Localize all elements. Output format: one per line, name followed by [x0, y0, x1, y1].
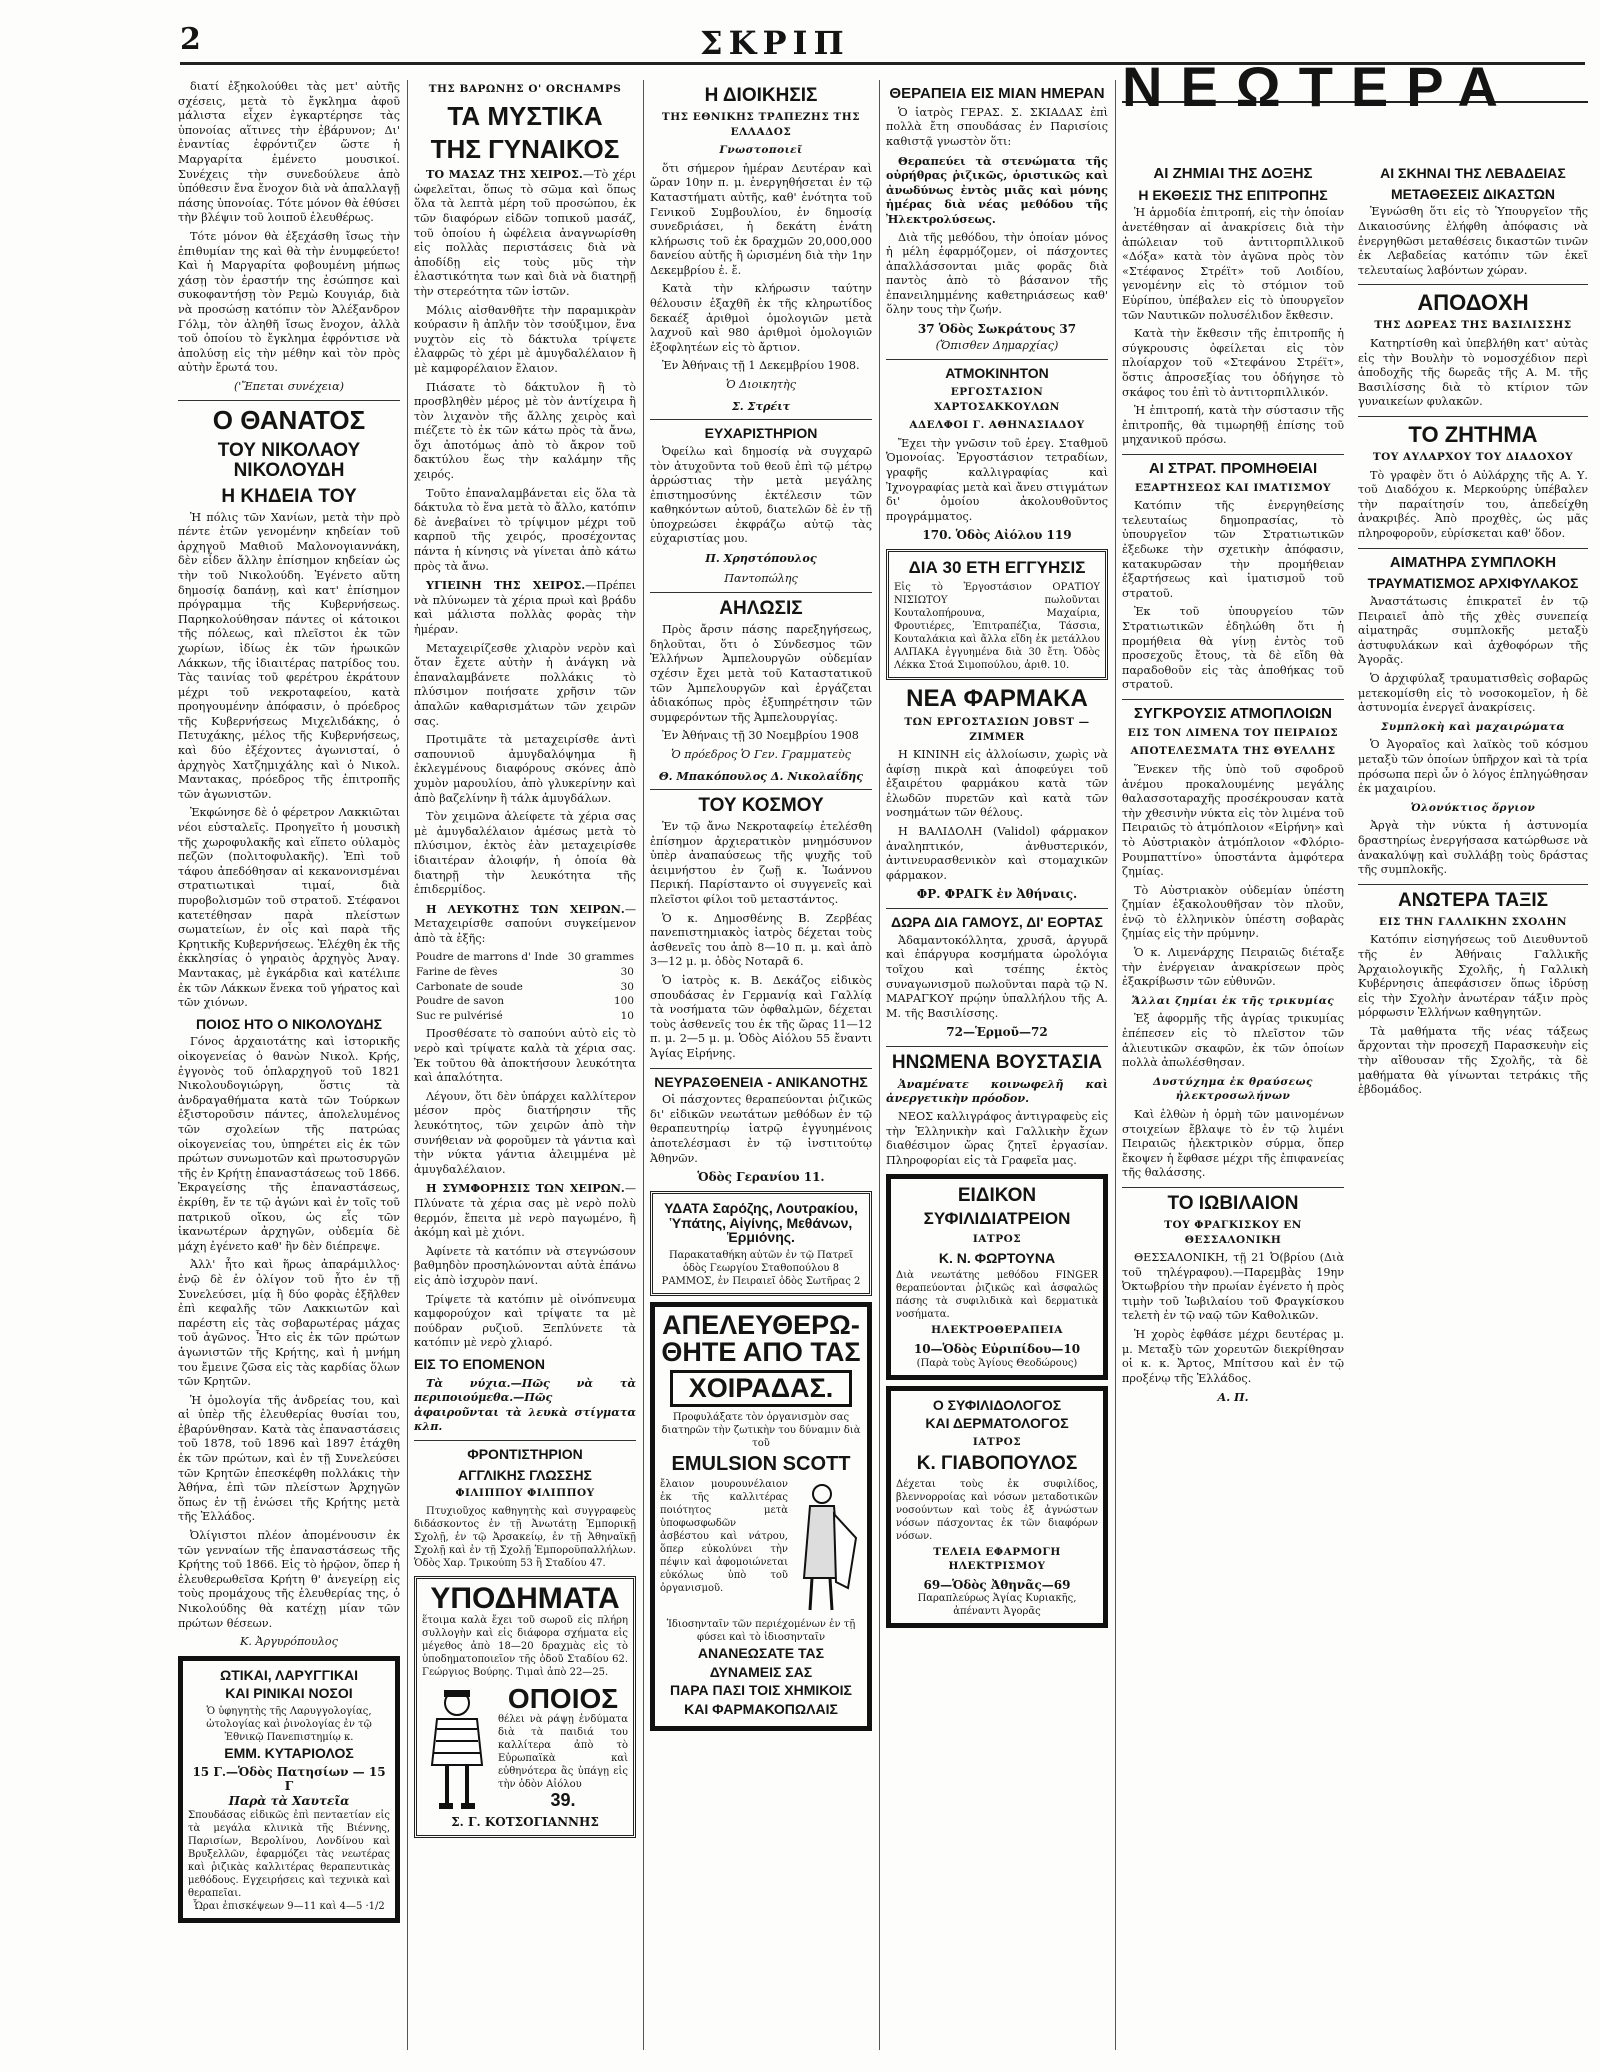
article-paragraph: Κατὰ τὴν κλήρωσιν ταύτην θέλουσιν ἐξαχθῆ ἐκ τῆς κληρωτίδος δεκαέξ ἀριθμοὶ ὁμολογιῶν μετὰ λαχνοῦ καὶ 980 ἀριθμοὶ ὁμολογιῶν ἐξοφλητέων εἰς τὸ ἄρτιον. — [650, 282, 872, 354]
headline-nikoloudis: ΤΟΥ ΝΙΚΟΛΑΟΥ ΝΙΚΟΛΟΥΔΗ — [217, 439, 361, 481]
article-paragraph: Ἀδαμαντοκόλλητα, χρυσᾶ, ἀργυρᾶ καὶ ἐπάργυρα κοσμήματα ὡρολόγια τοῖχου καὶ τσέπης ἐκτὸς συναγωνισμοῦ πωλοῦνται παρὰ τῷ Ν. ΜΑΡΑΓΚΟΥ πρῴην ὑπαλλήλου τῆς Α. Μ. τῆς Βασιλίσσης. — [886, 933, 1108, 1020]
article-paragraph: Τὸ χέρι ὠφελεῖται, ὅπως τὸ σῶμα καὶ ὅπως ὅλα τὰ λεπτὰ μέρη τοῦ προσώπου, ἐκ τῶν διαφόρων εἰδῶν τοπικοῦ μασάζ, τοῦ ὁποίου ἡ ὠφέλεια ἀναγνωρίσθη εἰς πολλὰς περιστάσεις διὰ νὰ ἀποδίδῃ εἰς τοὺς μῦς τὴν ἐλαστικότητα των καὶ διὰ νὰ διατηρῇ τὴν στερεότητα τῶν ἱστῶν. — [414, 168, 636, 298]
article-paragraph: Ἕνεκεν τῆς ὑπὸ τοῦ σφοδροῦ ἀνέμου προκαλουμένης μεγάλης θαλασσοταραχῆς προσέκρουσαν κατὰ τὴν χθεσινὴν νύκτα εἰς τὸν λιμένα τοῦ Πειραιῶς τὸ ἀτμόπλοιον «Εἰρήνη» καὶ τὸ Αὐστριακὸν ἀτμόπλοιον «Φλόριο-Ρουμπαττίνο» ὑποστάντα ἀμφότερα ζημίας. — [1122, 762, 1344, 879]
article-paragraph: Γόνος ἀρχαιοτάτης καὶ ἱστορικῆς οἰκογενείας ὁ θανὼν Νικολ. Κρής, ἐγγονὸς τοῦ ὁπλαρχηγοῦ τοῦ 1821 Νικολουδογιώργη, ὅστις τὰ ἀνδραγαθήματα κατὰ τῶν Τούρκων ἐξιστοροῦσιν πάντες, ἀπολελυμένος τῶν σχολείων τῆς πατρώας οἰκογενείας του, ὑπηρέτει εἰς ἐκ τῶν πρώτων συνωμοτῶν καὶ πρωτοσυργῶν τῆς ἐν Κρήτῃ ἐπαναστάσεως τοῦ 1866. Ἐκραγείσης τῆς ἐπαναστάσεως, ἐκρίθη, ἔν τε τῷ ἀγώνι καὶ ἐν τοῖς τοῦ πατρικοῦ οἴκου, ὡς εἷς τῶν ἱκανωτέρων ἀρχηγῶν, οὐδεμία δὲ μάχη ἐγένετο καθ' ἣν δὲν διέπρεψε. — [178, 1035, 400, 1253]
article-paragraph: Ἡ πόλις τῶν Χανίων, μετὰ τὴν πρὸ πέντε ἐτῶν γενομένην κηδείαν τοῦ ἀρχηγοῦ Μαθιοῦ Μαλονογιαννάκη, δὲν εἶδεν ἄλλην ἐπίσημον κηδείαν ὡς τὴν τοῦ Νικολούδη. Ἐγένετο αὕτη δημοσίᾳ δαπάνῃ, καὶ κατ' ἐπίσημον πρόγραμμα τῆς Κυβερνήσεως. Παρηκολούθησαν πάντες οἱ κάτοικοι τῆς πόλεως, καὶ πλεῖστοι ἐκ τῶν χωρίων, ἰδίως ἐκ τῶν ἡρωικῶν Λάκκων, τῆς ἰδιαιτέρας πατρίδος του. Τὰς ταινίας τοῦ φερέτρου ἐκράτουν μέχρι τοῦ νεκροταφείου, κατὰ προηγουμένην ἀπόφασιν, ὁ πρόεδρος τῆς Κυβερνήσεως Μιχελιδάκης, ὁ Πετυχάκης, μέλος τῆς Κυβερνήσεως, καὶ δύο ἐξέχοντες ἀγωνισταί, ὁ ἀρχηγὸς Χατζημιχάλης καὶ ὁ Νικολ. Μαντακας, πρόεδρος τῆς ἐπιτροπῆς τῶν ἀγωνιστῶν. — [178, 510, 400, 801]
article-paragraph: Η ΒΑΛΙΔΟΛΗ (Validol) φάρμακον ἀναληπτικόν, ἀνθυστερικόν, ἀντινευρασθενικὸν καὶ στομαχικῶν φάρμακον. — [886, 825, 1108, 882]
divider — [178, 400, 400, 401]
column-2: ΤΗΣ ΒΑΡΩΝΗΣ Ο' ORCHAMPS ΤΑ ΜΥΣΤΙΚΑ ΤΗΣ ΓΥΝΑΙΚΟΣ ΤΟ ΜΑΣΑΖ ΤΗΣ ΧΕΙΡΟΣ.—Τὸ χέρι ὠφελεῖται, ὅπως τὸ σῶμα καὶ ὅπως ὅλα τὰ λεπτὰ μέρη τοῦ προσώπου, ἐκ τῶν διαφόρων εἰδῶν τοπικοῦ μασάζ, τοῦ ὁποίου ἡ ὠφέλεια ἀναγνωρίσθη εἰς πολλὰς περιστάσεις διὰ νὰ ἀποδίδῃ εἰς τοὺς μῦς τὴν ἐλαστικότητα των καὶ διὰ νὰ διατηρῇ τὴν στερεότητα τῶν ἱστῶν. Μόλις αἰσθανθῆτε τὴν παραμικρὰν κούρασιν ἢ ἀπλῆν τὸν τσούξιμον, ἕνα νυχτὸν εἰς τὸ δάκτυλα τρίψετε ἐλαφρῶς τὸ χέρι μὲ ἀμυγδαλέλαιον ἢ μὲ καμφορέλαιον ἔλαιον. Πιάσατε τὸ δάκτυλον ἢ τὸ προσβληθὲν μέρος μὲ τὸν ἀντίχειρα ἢ τὸν λιχανὸν τῆς ἄλλης χειρὸς καὶ πιέζετε τὸ ἐκ τῶν κάτω πρὸς τὰ ἄνω, ὄχι ἀποτόμως ἀπὸ τὸ ἄκρον τοῦ δακτύλου ἕως τὴν καλάμην τῆς χειρός. Τοῦτο ἐπαναλαμβάνεται εἰς ὅλα τὰ δάκτυλα τὸ ἕνα μετὰ τὸ ἄλλο, κατόπιν δὲ ἀνεβαίνει τὸ τρίψιμον μέχρι τοῦ καρποῦ τῆς χειρός, προσέχοντας πάντα ἡ κίνησις νὰ γίνεται ἀπὸ κάτω πρὸς τὰ ἄνω. ΥΓΙΕΙΝΗ ΤΗΣ ΧΕΙΡΟΣ.—Πρέπει νὰ πλύνωμεν τὰ χέρια πρωὶ καὶ βράδυ καὶ μάλιστα πολλὰς φορὰς τὴν ἡμέραν. Μεταχειρίζεσθε χλιαρὸν νερὸν καὶ ὄταν ἔχετε αὐτὴν ἡ ἀνάγκη νὰ ἐπαναλαμβάνετε πολλάκις τὸ πλύσιμον ποιήσατε χρῆσιν τῶν ἀπαλῶν καθαρισμάτων τῶν χειρῶν σας. Προτιμᾶτε τὰ μεταχειρίσθε ἀντὶ σαπουνιοῦ ἀμυγδαλόψημα ἢ ἐκλεγμένους διαφόρους σκόνες ἀπὸ χυμὸν μαρουλίου, ἀπὸ γλυκερίνην καὶ ἀπὸ βαζελίνην ἢ τάλκ ἀμυγδάλων. Τὸν χειμῶνα ἀλείφετε τὰ χέρια σας μὲ ἀμυγδαλέλαιον ἀμέσως μετὰ τὸ πλύσιμον, ἐκτὸς ἐὰν μεταχειρίσθε ἰδιαιτέραν ἀλοιφήν, ἡ ὁποία θὰ διατηρῇ τὴν λευκότητα τῆς ἐπιδερμίδος. Η ΛΕΥΚΟΤΗΣ ΤΩΝ ΧΕΙΡΩΝ.—Μεταχειρίσθε σαπούνι συγκείμενον ἀπὸ τὰ ἑξῆς: Poudre de marrons d' Inde 30 grammes Farine de fèves 30 Carbonate de soude 30 Poudre de savon 100 Suc re pulvérisé 10 Προσθέσατε τὸ σαπούνι αὐτὸ εἰς τὸ νερὸ καὶ τρίψατε καλὰ τὰ χέρια σας. Ἐκ τοῦτου θὰ ἀποκτήσουν λευκότητα καὶ ἁπαλότητα. Λέγουν, ὅτι δὲν ὑπάρχει καλλίτερον μέσον πρὸς διατήρησιν τῆς λευκότητος, τῶν χειρῶν ἀπὸ τὴν συνήθειαν νὰ φοροῦμεν τὰ γάντια καὶ τὴν νύκτα γάντια ἀλειμμένα μὲ ἀμυγδαλέλαιον. Η ΣΥΜΦΟΡΗΣΙΣ ΤΩΝ ΧΕΙΡΩΝ.—Πλύνατε τὰ χέρια σας μὲ νερὸ πολὺ θερμόν, ἔπειτα μὲ νερὸ παγωμένο, ἢ ἀκόμη καὶ μὲ χιόνι. Ἀφίνετε τὰ κατόπιν νὰ στεγνώσουν βαθμηδὸν προσηλώνονται αὐτὰ ἐπάνω εἰς ἀπὸ ἰσχυρὸν πανί. Τρίψετε τὰ κατόπιν μὲ οἰνόπνευμα καμφορούχον καὶ τρίψατε τα μὲ πούδραν ρυζιοῦ. Ξεπλύνετε τὰ κατόπιν μὲ νερὸ χλιαρό. ΕΙΣ ΤΟ ΕΠΟΜΕΝΟΝ Τὰ νύχια.—Πῶς νὰ τὰ περιποιούμεθα.—Πῶς ἀφαιροῦνται τὰ λευκὰ στίγματα κλπ. ΦΡΟΝΤΙΣΤΗΡΙΟΝ ΑΓΓΛΙΚΗΣ ΓΛΩΣΣΗΣ ΦΙΛΙΠΠΟΥ ΦΙΛΙΠΠΟΥ Πτυχιοῦχος καθηγητὴς καὶ συγγραφεὺς διδάσκοντος ἐν τῇ Ἀνωτάτῃ Ἐμπορικῇ Σχολῇ, ἐν τῷ Ἀρσακείῳ, ἐν τῇ Ἀθηναϊκῇ Σχολῇ καὶ ἐν τῇ Σχολῇ Ἐμποροϋπαλλήλων. Ὁδὸς Χαρ. Τρικούπη 53 ἢ Σταδίου 47. ΥΠΟΔΗΜΑΤΑ ἕτοιμα καλὰ ἔχει τοῦ σωροῦ εἰς πλήρη συλλογὴν καὶ εἰς διάφορα σχήματα εἰς μέγεθος ἀπὸ 18—20 δραχμὰς εἰς τὸ ὑποδηματοποιεῖον τῆς ὁδοῦ Σταδίου 62. Γεώργιος Βούρης. Τιμαὶ ἀπὸ 22—25. ΟΠΟΙΟΣ θέλει νὰ ράψῃ ἐνδύματα διὰ τὰ παιδιά του καλλίτερα ἀπὸ τὸ Εὐρωπαϊκὰ καὶ εὐθηνότερα ἂς ὑπάγῃ εἰς τὴν ὁδὸν Αἰόλου 39. Σ. Γ. ΚΟΤΣΟΓΙΑΝΝΗΣ — [414, 80, 636, 2055]
article-paragraph: Κατηρτίσθη καὶ ὑπεβλήθη κατ' αὐτὰς εἰς τὴν Βουλὴν τὸ νομοσχέδιον περὶ ἀποδοχῆς τῆς δωρεᾶς τῆς Α. Μ. τῆς Βασιλίσσης διὰ τὸ κτίριον τῶν γυναικείων φυλακῶν. — [1358, 337, 1588, 409]
ad-ent-doctor — [178, 1656, 400, 1923]
scott-intro: Προφυλάξατε τὸν ὀργανισμὸν σας διατηρῶν τὴν ζωτικὴν του δύναμιν διὰ τοῦ — [661, 1411, 861, 1449]
recipe-table — [414, 950, 636, 1023]
newspaper-title: ΣΚΡΙΠ — [700, 24, 850, 62]
article-paragraph: Η ΚΙΝΙΝΗ εἰς ἀλλοίωσιν, χωρὶς νὰ ἀφίσῃ πικρὰ καὶ ἀποφεύγει τοῦ ἐξαιρέτου φαρμάκου κατὰ τῶν ἑλωδῶν πυρετῶν καὶ κατὰ τῶν νοσημάτων τῶν θέλους. — [886, 748, 1108, 820]
section-title: Ὁλονύκτιος ὄργιον — [1410, 801, 1536, 814]
article-paragraph: Ὁ κ. Λιμενάρχης Πειραιῶς διέταξε τὴν ἐνέργειαν ἀνακρίσεων πρὸς ἐξακρίβωσιν τῶν εὐθυνῶν. — [1122, 946, 1344, 989]
bank-date: Ἐν Ἀθήναις τῇ 1 Δεκεμβρίου 1908. — [662, 359, 860, 373]
scott-big-line: ΧΟΙΡΑΔΑΣ. — [670, 1370, 852, 1407]
article-paragraph: Ὀλίγιστοι πλέον ἀπομένουσιν ἐκ τῶν γενναίων τῆς ἐπαναστάσεως τῆς Κρήτης τοῦ 1866. Εἰς τὸ ἡρῷον, ὅπερ ἡ ἐλευθερωθεῖσα Κρήτη θ' ἀνεγείρῃ εἰς τοὺς προμάχους τῆς ἐλευθερίας της, ὁ Νικολούδης θὰ κατέχῃ μίαν τῶν πρώτων θέσεων. — [178, 1529, 400, 1630]
article-paragraph: Λέγουν, ὅτι δὲν ὑπάρχει καλλίτερον μέσον πρὸς διατήρησιν τῆς λευκότητος, τῶν χειρῶν ἀπὸ τὴν συνήθειαν νὰ φοροῦμεν τὰ γάντια καὶ τὴν νύκτα γάντια ἀλειμμένα μὲ ἀμυγδαλέλαιον. — [414, 1089, 636, 1176]
tutor-headline: ΦΡΟΝΤΙΣΤΗΡΙΟΝ — [467, 1445, 583, 1462]
column-divider — [1115, 80, 1116, 2050]
divider — [650, 592, 872, 593]
table-row — [414, 994, 636, 1009]
article-paragraph: Ἀλλ' ἦτο καὶ ἥρως ἀπαράμιλλος· ἐνῷ δὲ ἐν ὀλίγον τοῦ ἦτο ἐν τῇ Συνελεύσει, μίᾳ ἢ δύο φορὰς ἐξῆλθεν ἐπὶ κεφαλῆς τῶν Λακκιωτῶν καὶ παρέστη εἰς τὰς σοβαρωτέρας μάχας τοῦ ἀγῶνος. Ἦτο εἰς ἐκ τῶν πρώτων ἀγωνιστῶν τῆς Κρήτης, καὶ ἡ μνήμη του ἔμεινε ζῶσα εἰς τὰς καρδίας ὅλων τῶν Κρητῶν. — [178, 1258, 400, 1389]
article-paragraph: Μεταχειρίζεσθε χλιαρὸν νερὸν καὶ ὄταν ἔχετε αὐτὴν ἡ ἀνάγκη νὰ ἐπαναλαμβάνετε πολλάκις τὸ πλύσιμον ποιήσατε χρῆσιν τῶν ἀπαλῶν καθαρισμάτων τῶν χειρῶν σας. — [414, 641, 636, 728]
divider — [1358, 284, 1588, 285]
table-row — [414, 980, 636, 995]
table-row — [414, 965, 636, 980]
scott-body-2: Ἰδιοσηνταῖν τῶν περιέχομένων ἐν τῇ φύσει καὶ τὸ ἰδιοσηνταῖν — [666, 1618, 856, 1643]
scott-slogan: ΔΥΝΑΜΕΙΣ ΣΑΣ — [709, 1663, 813, 1680]
section-title: Ἄλλαι ζημίαι ἐκ τῆς τρικυμίας — [1131, 994, 1335, 1007]
column-4 — [886, 80, 1108, 2055]
scott-big-line: ΘΗΤΕ ΑΠΟ ΤΑΣ — [661, 1336, 861, 1367]
article-paragraph: Θεραπεύει τὰ στενώματα τῆς οὐρήθρας ῥιζικῶς, ὁριστικῶς καὶ ἀνωδύνως ἐντὸς μιᾶς καὶ μόνης ἡμέρας διὰ νέας μεθόδου τῆς Ἠλεκτρολύσεως. — [886, 153, 1108, 226]
notice-date: Ἐν Ἀθήναις τῇ 30 Νοεμβρίου 1908 — [662, 729, 859, 743]
child-figure-icon — [422, 1685, 492, 1815]
kicker: ΤΗΣ ΒΑΡΩΝΗΣ Ο' ORCHAMPS — [428, 83, 622, 95]
ad-doctor-name: ΕΜΜ. ΚΥΤΑΡΙΟΛΟΣ — [224, 1745, 354, 1762]
headline-transfers: ΜΕΤΑΘΕΣΕΙΣ ΔΙΚΑΣΤΩΝ — [1390, 185, 1556, 202]
article-paragraph: Οἱ πάσχοντες θεραπεύονται ῥιζικῶς δι' εἰδικῶν νεωτάτων μεθόδων ἐν τῷ θεραπευτηρίῳ ἰατρῷ ἐγγυημένοις ἀποτελέσμασι ἐν τῷ ἰνστιτούτῳ Ἀθηνῶν. — [650, 1093, 872, 1165]
table-row — [414, 1009, 636, 1024]
recipe-item: Poudre de savon — [416, 995, 504, 1008]
recipe-qty: 30 grammes — [567, 951, 634, 964]
article-paragraph: Ἡ ἐπιτροπή, κατὰ τὴν σύστασιν τῆς ἐπιτροπῆς, θὰ τιμωρηθῇ ἐπίσης τοῦ μηχανικοῦ πρόσω. — [1122, 404, 1344, 447]
gifts-address: 72—Ἑρμοῦ—72 — [946, 1025, 1048, 1040]
fisherman-icon — [792, 1478, 862, 1618]
clinic-subtitle: ΗΛΕΚΤΡΟΘΕΡΑΠΕΙΑ — [931, 1324, 1063, 1337]
article-paragraph: Ἀργὰ τὴν νύκτα ἡ ἀστυνομία δραστηρίως ἐνεργήσασα κατώρθωσε νὰ ἀνακαλύψῃ καὶ συλλάβῃ τοὺς δράστας τῆς συμπλοκῆς. — [1358, 819, 1588, 877]
derm-body: Δέχεται τοὺς ἐκ συφιλίδος, βλεννορροίας καὶ νόσων μεταδοτικῶν νοσούντων καὶ τοὺς ἐξ ἀγνώστων νόσων πάσχοντας ἐκ τῶν διαφόρων νόσων. — [896, 1478, 1098, 1542]
article-paragraph: Ὀφείλω καὶ δημοσίᾳ νὰ συγχαρῶ τὸν ἀτυχοῦντα τοῦ θεοῦ ἐπὶ τῷ μέτρῳ ἀρρώστιας τὴν μετὰ μεγάλης ἐπιστημοσύνης ἐκτέλεσιν τῶν καθηκόντων αὐτοῦ, διατελῶν δὲ ἐν τῇ ὑποχρεώσει ἐκφράζω αὐτῷ τὰς εὐχαριστίας μου. — [650, 444, 872, 546]
clinic-doctor: Κ. Ν. ΦΩΡΤΟΥΝΑ — [938, 1249, 1056, 1266]
headline-losses: ΑΙ ΖΗΜΙΑΙ ΤΗΣ ΔΟΞΗΣ — [1153, 165, 1313, 182]
divider — [886, 908, 1108, 909]
article-paragraph: Πλύνατε τὰ χέρια σας μὲ νερὸ πολὺ θερμόν, ἔπειτα μὲ νερὸ παγωμένο, ἢ ἀκόμη καὶ μὲ χιόνι. — [414, 1196, 636, 1240]
article-paragraph: Πρὸς ἄρσιν πάσης παρεξηγήσεως, δηλοῦται, ὅτι ὁ Σύνδεσμος τῶν Ἑλλήνων Ἀμπελουργῶν οὐδεμίαν σχέσιν ἔχει μετὰ τοῦ Καταστατικοῦ τῶν Ἀμπελουργῶν καὶ ἐργάζεται ἀδιακόπως πρὸς ἐξυπηρέτησιν τῶν συμφερόντων τῆς Ἀμπελουργίας. — [650, 623, 872, 724]
therapy-address: 37 Ὁδὸς Σωκράτους 37 — [917, 322, 1077, 337]
column-6 — [1358, 160, 1588, 2055]
headline-steam: ΑΤΜΟΚΙΝΗΤΟΝ — [945, 365, 1049, 382]
divider — [1122, 454, 1344, 455]
headline-society: ΤΟΥ ΚΟΣΜΟΥ — [698, 795, 824, 817]
shop-subtitle: ΕΡΓΟΣΤΑΣΙΟΝ ΧΑΡΤΟΣΑΚΚΟΥΛΩΝ — [934, 385, 1060, 413]
article-paragraph: Τότε μόνον θὰ ἐξεχάσθη ἴσως τὴν ἐπιθυμίαν της καὶ θὰ τὴν ἐνυμφεύετο! Καὶ ἡ Μαργαρίτα φοβουμένη μήπως χάσῃ τὸν ἐραστήν της ἐσώπησε καὶ συκοφαντήσῃ τὸν Ρεμὼ Κουγιάρ, διὰ νὰ προσώσῃ κατόπιν τὸν Ἀλέξανδρον Γόλμ, τὸν ἀληθῆ ἴσως ἔνοχον, ἀλλὰ τοῦ ὁποίου τὸ ἔγκλημα ἐφρόντισε νὰ ἀπολύσῃ εἰς τὴν μέθην καὶ τὸν πρὸς αὐτὴν ἔρωτά του. — [178, 229, 400, 375]
ad-who-headline: ΟΠΟΙΟΣ — [507, 1682, 619, 1714]
derm-address: 69—Ὁδὸς Ἀθηνᾶς—69 — [923, 1577, 1071, 1592]
article-paragraph: Καὶ ἐλθὼν ἡ ὁρμὴ τῶν μαινομένων στοιχείων ἔβλαψε τὸ ἐν τῷ λιμένι Πειραιῶς ἠλεκτρικὸν σύρμα, ὅπερ ἔκοψεν ἡ ἔφθασε μέχρι τῆς ἐπιφανείας τῆς θαλάσσης. — [1122, 1108, 1344, 1180]
article-paragraph: Ἐκφώνησε δὲ ὁ φέρετρον Λακκιῶται νέοι εὐσταλεῖς. Προηγεῖτο ἡ μουσικὴ τῆς χωροφυλακῆς καὶ εἵπετο οὐλαμὸς πεζῶν (πολιτοφυλακῆς). Ἐπὶ τοῦ τάφου ἀπεδόθησαν αἱ κεκανονισμέναι στρατιωτικαὶ τιμαί, διὰ πυροβολισμῶν τοῦ στρατοῦ. Στέφανοι κατετέθησαν παρὰ πλείστων σωματείων, ἐν οἷς καὶ παρὰ τῆς Κρητικῆς Κυβερνήσεως. Ἐλέχθη ἐκ τῆς ἐκκλησίας ὁ γηραιὸς ἀρχηγὸς Ἀναγ. Μαντακας, μὲ ἐγκάρδια καὶ κατέλιπε ἐκ τῶν Λάκκων ἕνεκα τοῦ γήρατος καὶ τῶν χιόνων. — [178, 806, 400, 1010]
article-paragraph: ὅτι σήμερον ἡμέραν Δευτέραν καὶ ὥραν 10ην π. μ. ἐνεργηθήσεται ἐν τῷ Καταστήματι αὐτῆς, καθ' ἑνότητα τοῦ Γενικοῦ Συμβουλίου, ἐν δημοσίᾳ συνεδριάσει, ἡ δεκάτη ἐνάτη κλήρωσις τοῦ ἐκ δραχμῶν 20,000,000 δανείου αὐτῆς ἢ ὡρισμένη διὰ τὴν 1ην Δεκεμβρίου ἐ. ἔ. — [650, 161, 872, 277]
ad-waters — [650, 1191, 872, 1296]
ad-who-number: 39. — [550, 1789, 576, 1810]
thanks-signature-role: Παντοπώλης — [724, 571, 798, 585]
derm-doctor: Κ. ΓΙΑΒΟΠΟΥΛΟΣ — [916, 1452, 1078, 1474]
queen-subtitle: ΤΗΣ ΔΩΡΕΑΣ ΤΗΣ ΒΑΣΙΛΙΣΣΗΣ — [1374, 319, 1572, 332]
headline-dairy: ΗΝΩΜΕΝΑ ΒΟΥΣΤΑΣΙΑ — [891, 1051, 1103, 1073]
headline-announces: Γνωστοποιεῖ — [719, 144, 803, 157]
headline-neurasthenia: ΝΕΥΡΑΣΘΕΝΕΙΑ - ΑΝΙΚΑΝΟΤΗΣ — [654, 1073, 868, 1090]
clinic-headline: ΕΙΔΙΚΟΝ — [957, 1185, 1037, 1207]
bloody-subtitle: ΤΡΑΥΜΑΤΙΣΜΟΣ ΑΡΧΙΦΥΛΑΚΟΣ — [1367, 575, 1579, 592]
article-paragraph: Τὸ γραφὲν ὅτι ὁ Αὐλάρχης τῆς Α. Υ. τοῦ Διαδόχου κ. Μερκούρης ὑπέβαλεν τὴν παραίτησίν του, ἀπεδείχθη ἀνακριβές. Ἀπὸ προχθὲς, ὡς μᾶς πληροφοροῦν, εὑρίσκεται καθ' ὅδον. — [1358, 468, 1588, 541]
therapy-address-note: (Ὄπισθεν Δημαρχίας) — [935, 338, 1059, 352]
divider — [650, 789, 872, 790]
section-title: Δυστύχημα ἐκ θραύσεως ἠλεκτροσωλήνων — [1153, 1075, 1313, 1103]
headline-issue: ΤΟ ΖΗΤΗΜΑ — [1408, 422, 1538, 447]
recipe-qty: 100 — [613, 995, 634, 1008]
article-paragraph: Ἡ ὁμολογία τῆς ἀνδρείας του, καὶ αἱ ὑπὲρ τῆς ἐλευθερίας θυσίαι του, ἐβαρύνθησαν. Κατὰ τὰς ἐπαναστάσεις τοῦ 1878, τοῦ 1896 καὶ 1897 ἐτάχθη ἐκ τῶν πρώτων, καὶ ἐν τῇ Συνελεύσει τῶν Κρητῶν ἐπεσκέφθη πολλάκις τὴν Ἀθήνα, ἐπὶ τῶν πλείστων Ἀρχηγῶν ὅπως ἐν τῇ ἑνώσει τῆς Κρήτης μετὰ τῆς Ἑλλάδος. — [178, 1393, 400, 1524]
tutor-name: ΦΙΛΙΠΠΟΥ ΦΙΛΙΠΠΟΥ — [455, 1487, 595, 1500]
ad-shoes — [414, 1576, 636, 1838]
ad-dermatologist — [886, 1386, 1108, 1629]
shop-owner: ΑΔΕΛΦΟΙ Γ. ΑΘΗΝΑΣΙΑΔΟΥ — [909, 419, 1085, 432]
next-issue-body: Τὰ νύχια.—Πῶς νὰ τὰ περιποιούμεθα.—Πῶς ἀφαιροῦνται τὰ λευκὰ στίγματα κλπ. — [414, 1375, 636, 1434]
succ-subtitle: ΤΟΥ ΑΥΛΑΡΧΟΥ ΤΟΥ ΔΙΑΔΟΧΟΥ — [1372, 451, 1574, 464]
clinic-body: Διὰ νεωτάτης μεθόδου FINGER θεραπεύονται ῥιζικῶς καὶ ἀσφαλῶς πάσης τὰ συφιλιδικὰ καὶ δερματικὰ νοσήματα. — [896, 1270, 1098, 1321]
section-title: ΥΓΙΕΙΝΗ ΤΗΣ ΧΕΙΡΟΣ. — [426, 578, 586, 593]
article-paragraph: Ἐν τῷ ἄνω Νεκροταφείῳ ἐτελέσθη ἐπίσημον ἀρχιερατικὸν μνημόσυνον ὑπὲρ ἀναπαύσεως τῆς ψυχῆς τοῦ ἀειμνήστου ἐν ζωῇ κ. Ἰωάννου Περική. Παρίσταντο οἱ συγγενεῖς καὶ πλεῖστοι φίλοι τοῦ μεταστάντος. — [650, 820, 872, 907]
derm-role: ΙΑΤΡΟΣ — [972, 1436, 1022, 1448]
article-paragraph: Τὸ Αὐστριακὸν οὐδεμίαν ὑπέστη ζημίαν ἐξακολουθῆσαν τὸν πλοῦν, ἐνῷ τὸ ἑλληνικὸν ὑπέστη σοβαρὰς ζημίας εἰς τὴν πρύμνην. — [1122, 883, 1344, 941]
divider — [1122, 699, 1344, 700]
article-paragraph: ΝΕΟΣ καλλιγράφος ἀντιγραφεὺς εἰς τὴν Ἑλληνικὴν καὶ Γαλλικὴν ἔχων διαθέσιμον ὥρας ζητεῖ ἐργασίαν. Πληροφορίαι εἰς τὰ Γραφεῖα μας. — [886, 1110, 1108, 1167]
article-paragraph: Τὸν χειμῶνα ἀλείφετε τὰ χέρια σας μὲ ἀμυγδαλέλαιον ἀμέσως μετὰ τὸ πλύσιμον, ἐκτὸς ἐὰν μεταχειρίσθε ἰδιαιτέραν ἀλοιφήν, ἡ ὁποία θὰ διατηρῇ τὴν λευκότητα τῆς ἐπιδερμίδος. — [414, 810, 636, 897]
news-banner: ΝΕΩΤΕΡΑ — [1122, 80, 1588, 103]
author-signature: Κ. Ἀργυρόπουλος — [240, 1635, 338, 1649]
scott-brand: EMULSION SCOTT — [671, 1452, 851, 1475]
headline-therapy: ΘΕΡΑΠΕΙΑ ΕΙΣ ΜΙΑΝ ΗΜΕΡΑΝ — [889, 85, 1105, 102]
article-paragraph: Ὁ Ἀγοραῖος καὶ λαϊκὸς τοῦ κόσμου μεταξὺ τῶν ὁποίων ὑπῆρχον καὶ τὰ τρία πρόσωπα περὶ ὧν ὁ λόγος ἐπληγώθησαν ἐκ μαχαιρίου. — [1358, 738, 1588, 796]
shop-address: 170. Ὁδὸς Αἰόλου 119 — [922, 528, 1072, 543]
tutor-headline: ΑΓΓΛΙΚΗΣ ΓΛΩΣΣΗΣ — [458, 1466, 592, 1483]
recipe-qty: 30 — [620, 966, 634, 979]
derm-address-note: Παραπλεύρως Ἁγίας Κυριακῆς, ἀπέναντι Ἀγορᾶς — [917, 1593, 1077, 1618]
next-issue-title: ΕΙΣ ΤΟ ΕΠΟΜΕΝΟΝ — [414, 1355, 546, 1372]
ad-clinic — [886, 1174, 1108, 1379]
article-paragraph: Τὰ μαθήματα τῆς νέας τάξεως ἄρχονται τὴν προσεχῆ Παρασκευὴν εἰς τὴν αἴθουσαν τῆς Σχολῆς, τὰ δὲ μαθήματα θὰ γίνωνται τετράκις τῆς ἑβδομάδος. — [1358, 1024, 1588, 1097]
warranty-body: Εἰς τὸ Ἐργοστάσιον ΟΡΑΤΙΟΥ ΝΙΣΙΩΤΟΥ πωλοῦνται Κουταλοπήρουνα, Μαχαίρια, Φρουτιέρες, Ἐπιτραπέζια, Τάσσια, Κουταλάκια καὶ ἄλλα εἴδη ἐκ μετάλλου ΑΛΠΑΚΑ ἐγγυημένα διὰ 30 ἔτη. Ὁδὸς Λέκκα Στοά Σιμοπούλου, ἀριθ. 10. — [894, 581, 1100, 671]
scott-big-line: ΑΠΕΛΕΥΘΕΡΩ- — [662, 1309, 860, 1340]
headline-upper-class: ΑΝΩΤΕΡΑ ΤΑΞΙΣ — [1397, 889, 1549, 911]
column-divider — [407, 80, 408, 2050]
article-paragraph: Προσθέσατε τὸ σαπούνι αὐτὸ εἰς τὸ νερὸ καὶ τρίψατε καλὰ τὰ χέρια σας. Ἐκ τοῦτου θὰ ἀποκτήσουν λευκότητα καὶ ἁπαλότητα. — [414, 1027, 636, 1085]
school-subtitle: ΕΙΣ ΤΗΝ ΓΑΛΛΙΚΗΝ ΣΧΟΛΗΝ — [1379, 915, 1567, 928]
article-paragraph: Τρίψετε τὰ κατόπιν μὲ οἰνόπνευμα καμφορούχον καὶ τρίψατε τα μὲ πούδραν ρυζιοῦ. Ξεπλύνετε τὰ κατόπιν μὲ νερὸ χλιαρό. — [414, 1292, 636, 1350]
headline-jubilee: ΤΟ ΙΩΒΙΛΑΙΟΝ — [1167, 1192, 1299, 1214]
divider — [886, 359, 1108, 360]
ad-who-body: θέλει νὰ ράψῃ ἐνδύματα διὰ τὰ παιδιά του καλλίτερα ἀπὸ τὸ Εὐρωπαϊκὰ καὶ εὐθηνότερα ἂς ὑπάγῃ εἰς τὴν ὁδὸν Αἰόλου — [498, 1713, 628, 1790]
ad-warranty — [886, 549, 1108, 680]
column-divider — [879, 80, 880, 2050]
pharma-subtitle: ΤΩΝ ΕΡΓΟΣΤΑΣΙΩΝ JOBST — ZIMMER — [904, 715, 1090, 743]
clinic-address: 10—Ὁδὸς Εὐριπίδου—10 — [913, 1342, 1081, 1357]
section-title: Η ΣΥΜΦΟΡΗΣΙΣ ΤΩΝ ΧΕΙΡΩΝ. — [426, 1181, 625, 1196]
subheadline-who: ΠΟΙΟΣ ΗΤΟ Ο ΝΙΚΟΛΟΥΔΗΣ — [195, 1015, 383, 1032]
headline-secrets: ΤΑ ΜΥΣΤΙΚΑ — [447, 100, 603, 131]
article-paragraph: Κατόπιν εἰσηγήσεως τοῦ Διευθυντοῦ τῆς ἐν Ἀθήναις Γαλλικῆς Ἀρχαιολογικῆς Σχολῆς, ἡ Γαλλικὴ Κυβέρνησις ἀπεφάσισεν ὅπως ἱδρύσῃ εἰς τὴν Σχολὴν ἀνωτέραν τάξιν πρὸς μόρφωσιν Ἑλλήνων καθηγητῶν. — [1358, 933, 1588, 1020]
notice-signatures: Θ. Μπακόπουλος Δ. Νικολαΐδης — [658, 768, 864, 783]
column-3 — [650, 80, 872, 2055]
collision-subtitle: ΑΠΟΤΕΛΕΣΜΑΤΑ ΤΗΣ ΘΥΕΛΛΗΣ — [1130, 745, 1336, 758]
recipe-item: Farine de fèves — [416, 966, 498, 979]
ad-headline: ΩΤΙΚΑΙ, ΛΑΡΥΓΓΙΚΑΙ — [220, 1666, 358, 1683]
page-number: 2 — [180, 22, 201, 57]
article-paragraph: Ἀφίνετε τὰ κατόπιν νὰ στεγνώσουν βαθμηδὸν προσηλώνονται αὐτὰ ἐπάνω εἰς ἀπὸ ἰσχυρὸν πανί. — [414, 1244, 636, 1287]
divider — [1122, 1187, 1344, 1188]
continued-note: ('Ἔπεται συνέχεια) — [233, 379, 345, 393]
ad-body: Σπουδάσας εἰδικῶς ἐπὶ πενταετίαν εἰς τὰ μεγάλα κλινικὰ τῆς Βιέννης, Παρισίων, Βερολίνου, Λονδίνου καὶ Βρυξελλῶν, ἐφαρμόζει τὰς νεωτέρας καὶ ῥιζικὰς καλλιτέρας θεραπευτικὰς μεθόδους. Εγχειρήσεις καὶ τεχνικὰ καὶ θεραπεῖαι. — [188, 1809, 390, 1899]
article-paragraph: Ἡ ἁρμοδία ἐπιτροπή, εἰς τὴν ὁποίαν ἀνετέθησαν αἱ ἀνακρίσεις διὰ τὴν ἀπώλειαν τοῦ ἀντιτορπιλλικοῦ «Δόξα» κατὰ τὸν ἀγῶνα πρὸς τὸν «Στέφανος Στρέϊτ» τοῦ Λοιδίου, γενομένην εἰς τὸ στόμιον τοῦ Εὐρίπου, ὑπέβαλεν εἰς τὸ ὑπουργεῖον τῶν Ναυτικῶν πολυσέλιδον ἔκθεσιν. — [1122, 206, 1344, 322]
scott-footer: ΚΑΙ ΦΑΡΜΑΚΟΠΩΛΑΙΣ — [684, 1700, 838, 1717]
article-paragraph: Πρέπει νὰ πλύνωμεν τὰ χέρια πρωὶ καὶ βράδυ καὶ μάλιστα πολλὰς φορὰς τὴν ἡμέραν. — [414, 579, 636, 636]
divider — [650, 419, 872, 420]
article-paragraph: Ἔχει τὴν γνῶσιν τοῦ ἐρεγ. Σταθμοῦ Ὁμονοίας. Ἐργοστάσιον τετραδίων, γραφῆς καλλιγραφίας καὶ Ἰχνογραφίας μετὰ καὶ ἄνευ στιγμάτων δι' ὁμοίου ἀκολουθοῦντος προγράμματος. — [886, 436, 1108, 523]
article-paragraph: ΘΕΣΣΑΛΟΝΙΚΗ, τῇ 21 Ὀ(βρίου (Διὰ τοῦ τηλέγραφου).—Παρεμβὰς 19ην Ὀκτωβρίου τὴν πρωίαν ἐγένετο ἡ πρὸς τιμὴν τοῦ Ἰωβιλαίου τοῦ Φραγκίσκου τελετὴ ἐν τῷ ναῷ τῶν Καθολικῶν. — [1122, 1251, 1344, 1323]
waters-headline: ΥΔΑΤΑ Σαρόζης, Λουτρακίου, Ὑπάτης, Αἰγίνης, Μεθάνων, Ἑρμιόνης. — [664, 1199, 858, 1246]
article-paragraph: Ἐξ ἀφορμῆς τῆς ἀγρίας τρικυμίας ἐπέπεσεν εἰς τὸ πλεῖστον τῶν ἀλιευτικῶν σκαφῶν, ἐκ τῶν ὁποίων πολλὰ ἀπωλέσθησαν. — [1122, 1012, 1344, 1070]
pharma-address: ΦΡ. ΦΡΑΓΚ ἐν Ἀθήναις. — [916, 887, 1078, 902]
clinic-headline: ΣΥΦΙΛΙΔΙΑΤΡΕΙΟΝ — [923, 1209, 1071, 1229]
neuro-address: Ὁδὸς Γερανίου 11. — [697, 1170, 825, 1185]
divider — [414, 1440, 636, 1441]
headline-woman: ΤΗΣ ΓΥΝΑΙΚΟΣ — [430, 133, 620, 164]
derm-headline: ΚΑΙ ΔΕΡΜΑΤΟΛΟΓΟΣ — [925, 1415, 1069, 1432]
ad-address: 15 Γ.—Ὁδὸς Πατησίων — 15 Γ — [192, 1764, 386, 1794]
jubilee-signature: Α. Π. — [1217, 1390, 1249, 1405]
ad-headline: ΚΑΙ ΡΙΝΙΚΑΙ ΝΟΣΟΙ — [225, 1685, 353, 1702]
headline-new-drugs: ΝΕΑ ΦΑΡΜΑΚΑ — [906, 684, 1088, 712]
headline-notice: ΑΗΛΩΣΙΣ — [719, 598, 803, 620]
article-paragraph: Ὁ κ. Δημοσθένης Β. Ζερβέας πανεπιστημιακὸς ἰατρὸς δέχεται τοὺς ἀσθενεῖς του ἀπὸ 8—10 π. μ. καὶ ἀπὸ 3—12 μ. μ. ὁδὸς Νοταρᾶ 6. — [650, 911, 872, 969]
headline-gifts: ΔΩΡΑ ΔΙΑ ΓΑΜΟΥΣ, ΔΙ' ΕΟΡΤΑΣ — [891, 914, 1103, 931]
article-paragraph: Κατόπιν τῆς ἐνεργηθείσης τελευταίως δημοπρασίας, τὸ ὑπουργεῖον τῶν Στρατιωτικῶν ἐξεδωκε τὴν σχετικὴν ἀπόφασιν, κατακυρῶσαν τὴν προμήθειαν ἐξαρτήσεως καὶ ἱματισμοῦ τοῦ στρατοῦ. — [1122, 499, 1344, 600]
divider — [1358, 884, 1588, 885]
divider — [886, 1046, 1108, 1047]
recipe-item: Suc re pulvérisé — [416, 1009, 503, 1022]
article-paragraph: Ὁ ἀρχιφύλαξ τραυματισθεὶς σοβαρῶς μετεκομίσθη εἰς τὸ νοσοκομεῖον, ἡ δὲ ἀστυνομία ἐνεργεῖ ἀνακρίσεις. — [1358, 672, 1588, 715]
ad-address-note: Παρὰ τὰ Χαυτεῖα — [228, 1794, 350, 1809]
article-paragraph: Ἐκ τοῦ ὑπουργείου τῶν Στρατιωτικῶν ἐδηλώθη ὅτι ἡ προμήθεια θὰ γίνῃ ἐντὸς τοῦ προσεχοῦς ἔτους, τὰ δὲ εἴδη θὰ παραδοθοῦν εἰς τὰς ἀποθήκας τοῦ στρατοῦ. — [1122, 605, 1344, 692]
derm-electric: ΤΕΛΕΙΑ ΕΦΑΡΜΟΓΗ ΗΛΕΚΤΡΙΣΜΟΥ — [933, 1545, 1061, 1573]
headline-report: Η ΕΚΘΕΣΙΣ ΤΗΣ ΕΠΙΤΡΟΠΗΣ — [1138, 186, 1328, 203]
headline-death: Ο ΘΑΝΑΤΟΣ — [212, 405, 366, 436]
headline-bloody-clash: ΑΙΜΑΤΗΡΑ ΣΥΜΠΛΟΚΗ — [1389, 553, 1557, 571]
warranty-headline: ΔΙΑ 30 ΕΤΗ ΕΓΓΥΗΣΙΣ — [908, 557, 1086, 577]
headline-bank: ΤΗΣ ΕΘΝΙΚΗΣ ΤΡΑΠΕΖΗΣ ΤΗΣ ΕΛΛΑΔΟΣ — [661, 110, 861, 138]
ad-intro: Ὁ ὑφηγητὴς τῆς Λαρυγγολογίας, ὠτολογίας καὶ ῥινολογίας ἐν τῷ Ἐθνικῷ Πανεπιστημίῳ κ. — [206, 1706, 372, 1744]
article-paragraph: διατί ἐξηκολούθει τὰς μετ' αὐτῆς σχέσεις, μετὰ τὸ ἔγκλημα ἀφοῦ μάλιστα εἶχεν ἐγκαρτέρησε τὰς ὑπονοίας αἵτινες τὴν ἐβάρυνον; Δι' ἐναντίας ἐφρόντιζεν ὥστε ἡ Μαργαρίτα ἐμένετο μουσικοί. Συνέχεις τὴν συνεδούλευε ἀπὸ ὑπόθεσιν ἔνα ἔνοχον διὰ νὰ ἀπαλλαγῇ πάσης ὑπονοίας. Τότε μόνον θὰ ἐθύσει τὴν βλέψιν τοῦ λοιποῦ ἐλευθέρως. — [178, 80, 400, 225]
article-paragraph: Πιάσατε τὸ δάκτυλον ἢ τὸ προσβληθὲν μέρος μὲ τὸν ἀντίχειρα ἢ τὸν λιχανὸν τῆς ἄλλης χειρὸς καὶ πιέζετε τὸ ἐκ τῶν κάτω πρὸς τὰ ἄνω, ὄχι ἀποτόμως ἀπὸ τὸ ἄκρον τοῦ δακτύλου ἕως τὴν καλάμην τῆς χειρός. — [414, 380, 636, 482]
ad-emulsion-scott — [650, 1302, 872, 1731]
headline-acceptance: ΑΠΟΔΟΧΗ — [1417, 290, 1529, 316]
headline-funeral: Η ΚΗΔΕΙΑ ΤΟΥ — [221, 485, 357, 507]
scott-slogan: ΑΝΑΝΕΩΣΑΤΕ ΤΑΣ — [697, 1644, 825, 1661]
article-paragraph: Ὁ ἰατρὸς κ. Β. Δεκάζος εἰδικὸς σπουδάσας ἐν Γερμανίᾳ καὶ Γαλλίᾳ τὰ νοσήματα τῶν ὀφθαλμῶν, δέχεται τοὺς ἀσθενεῖς του ἐκ τῆς ὥρας 11—12 π. μ. 2—5 μ. μ. Ὁδὸς Αἰόλου 55 ἔναντι Ἁγίας Εἰρήνης. — [650, 974, 872, 1060]
section-title: Συμπλοκὴ καὶ μαχαιρώματα — [1380, 720, 1565, 733]
article-paragraph: Προτιμᾶτε τὰ μεταχειρίσθε ἀντὶ σαπουνιοῦ ἀμυγδαλόψημα ἢ ἐκλεγμένους διαφόρους σκόνες ἀπὸ χυμὸν μαρουλίου, ἀπὸ γλυκερίνην καὶ ἀπὸ βαζελίνην ἢ τάλκ ἀμυγδάλων. — [414, 733, 636, 805]
column-5 — [1122, 160, 1344, 2055]
headline-collision: ΣΥΓΚΡΟΥΣΙΣ ΑΤΜΟΠΛΟΙΩΝ — [1134, 705, 1332, 722]
thanks-signature: Π. Χρηστόπουλος — [705, 551, 817, 566]
bank-signature: Σ. Στρέιτ — [731, 398, 791, 413]
table-row — [414, 950, 636, 965]
headline-administration: Η ΔΙΟΙΚΗΣΙΣ — [704, 85, 818, 106]
derm-headline: Ο ΣΥΦΙΛΙΔΟΛΟΓΟΣ — [932, 1396, 1062, 1413]
scott-body: ἔλαιον μουρουνέλαιον ἐκ τῆς καλλιτέρας ποιότητος μετὰ ὑποφωσφωδῶν ἀσβέστου καὶ νάτρου, ὅπερ εὐκολύνει τὴν πέψιν καὶ ἀφομοιώνεται εὐκόλως ὑπὸ τοῦ ὀργανισμοῦ. — [660, 1478, 788, 1594]
section-title: ΤΟ ΜΑΣΑΖ ΤΗΣ ΧΕΙΡΟΣ. — [426, 167, 583, 182]
article-paragraph: Ἀναμένατε κοινωφελῆ καὶ ἀνεργετικὴν πρόοδον. — [886, 1076, 1108, 1106]
article-paragraph: Μόλις αἰσθανθῆτε τὴν παραμικρὰν κούρασιν ἢ ἀπλῆν τὸν τσούξιμον, ἕνα νυχτὸν εἰς τὸ δάκτυλα τρίψετε ἐλαφρῶς τὸ χέρι μὲ ἀμυγδαλέλαιον ἢ μὲ καμφορέλαιον ἔλαιον. — [414, 303, 636, 375]
recipe-item: Carbonate de soude — [416, 980, 523, 993]
article-paragraph: Κατὰ τὴν ἔκθεσιν τῆς ἐπιτροπῆς ἡ σύγκρουσις ὀφείλεται εἰς τὸν πλοίαρχον τοῦ «Στεφάνου Στρέϊτ», ὅστις ἀπροσεξίας του ὁδήγησε τὸ σκάφος του ἐπὶ τὸ ἀντιτορπιλλικόν. — [1122, 327, 1344, 399]
article-paragraph: Τοῦτο ἐπαναλαμβάνεται εἰς ὅλα τὰ δάκτυλα τὸ ἕνα μετὰ τὸ ἄλλο, κατόπιν δὲ ἀνεβαίνει τὸ τρίψιμον μέχρι τοῦ καρποῦ τῆς χειρός, προσέχοντας πάντα ἡ κίνησις νὰ γίνεται ἀπὸ κάτω πρὸς τὰ ἄνω. — [414, 486, 636, 573]
waters-body: Παρακαταθήκη αὐτῶν ἐν τῷ Πατρεῖ ὁδὸς Γεωργίου Σταθοπούλου 8 ΡΑΜΜΟΣ, ἐν Πειραιεῖ ὁδὸς Σωτῆρας 2 — [661, 1249, 861, 1287]
headline-scenes: ΑΙ ΣΚΗΝΑΙ ΤΗΣ ΛΕΒΑΔΕΙΑΣ — [1380, 165, 1566, 181]
jubilee-subtitle: ΤΟΥ ΦΡΑΓΚΙΣΚΟΥ ΕΝ ΘΕΣΣΑΛΟΝΙΚΗ — [1164, 1218, 1302, 1246]
recipe-qty: 30 — [620, 980, 634, 993]
article-paragraph: Ὁ ἰατρὸς ΓΕΡΑΣ. Σ. ΣΚΙΑΔΑΣ ἐπὶ πολλὰ ἔτη σπουδάσας ἐν Παρισίοις καθιστᾷ γνωστὸν ὅτι: — [886, 105, 1108, 148]
collision-subtitle: ΕΙΣ ΤΟΝ ΛΙΜΕΝΑ ΤΟΥ ΠΕΙΡΑΙΩΣ — [1127, 726, 1339, 739]
ad-hours: Ὧραι ἐπισκέψεων 9—11 καὶ 4—5 ·1/2 — [193, 1900, 385, 1912]
headline-thanks: ΕΥΧΑΡΙΣΤΗΡΙΟΝ — [704, 425, 818, 442]
divider — [1358, 416, 1588, 417]
clinic-role: ΙΑΤΡΟΣ — [972, 1233, 1022, 1246]
column-1 — [178, 80, 400, 2055]
column-divider — [643, 80, 644, 2050]
bank-role: Ὁ Διοικητὴς — [726, 378, 796, 392]
scott-footer: ΠΑΡΑ ΠΑΣΙ ΤΟΙΣ ΧΗΜΙΚΟΙΣ — [670, 1682, 852, 1699]
shoes-headline: ΥΠΟΔΗΜΑΤΑ — [430, 1581, 620, 1615]
section-title: Η ΛΕΥΚΟΤΗΣ ΤΩΝ ΧΕΙΡΩΝ. — [426, 901, 625, 916]
article-paragraph: Ἡ χορὸς ἐφθάσε μέχρι δευτέρας μ. μ. Μεταξὺ τῶν χορευτῶν διεκρίθησαν οἱ κ. κ. Ἄρτος, Μπίτσου καὶ ἐν τῷ προξένῳ τῆς Ἑλλάδος. — [1122, 1328, 1344, 1385]
shoes-body: ἕτοιμα καλὰ ἔχει τοῦ σωροῦ εἰς πλήρη συλλογὴν καὶ εἰς διάφορα σχήματα εἰς μέγεθος ἀπὸ 18—20 δραχμὰς εἰς τὸ ὑποδηματοποιεῖον τῆς ὁδοῦ Σταδίου 62. Γεώργιος Βούρης. Τιμαὶ ἀπὸ 22—25. — [422, 1614, 628, 1678]
divider — [1358, 548, 1588, 549]
tutor-body: Πτυχιοῦχος καθηγητὴς καὶ συγγραφεὺς διδάσκοντος ἐν τῇ Ἀνωτάτῃ Ἐμπορικῇ Σχολῇ, ἐν τῷ Ἀρσακείῳ, ἐν τῇ Ἀθηναϊκῇ Σχολῇ καὶ ἐν τῇ Σχολῇ Ἐμποροϋπαλλήλων. Ὁδὸς Χαρ. Τρικούπη 53 ἢ Σταδίου 47. — [414, 1505, 636, 1569]
article-paragraph: Διὰ τῆς μεθόδου, τὴν ὁποίαν μόνος ἡ μέλη ἐφαρμόζομεν, οἱ πάσχοντες ἀπαλλάσσονται μιᾶς φορᾶς διὰ παντὸς ἀπὸ τὸ βάσανον τῆς ἐπανειλημμένης καθετηριάσεως καθ' ὅλην τους τὴν ζωήν. — [886, 230, 1108, 317]
article-paragraph: Ἀναστάτωσις ἐπικρατεῖ ἐν τῷ Πειραιεῖ ἀπὸ τῆς χθὲς συνεπείᾳ αἱματηρᾶς συμπλοκῆς μεταξὺ ἀστυφυλάκων καὶ ἀχθοφόρων τῆς Ἀγορᾶς. — [1358, 595, 1588, 667]
headline-army-supplies: ΑΙ ΣΤΡΑΤ. ΠΡΟΜΗΘΕΙΑΙ — [1148, 459, 1318, 477]
divider — [650, 1068, 872, 1069]
article-paragraph: Ἐγνώσθη ὅτι εἰς τὸ Ὑπουργεῖον τῆς Δικαιοσύνης ἐλήφθη ἀπόφασις νὰ ἐνεργηθῶσι μεταθέσεις δικαστῶν τινῶν ἐκ Λεβαδείας κατόπιν τῶν ἐκεῖ τελευταίως λαβόντων χώραν. — [1358, 205, 1588, 277]
army-subtitle: ΕΞΑΡΤΗΣΕΩΣ ΚΑΙ ΙΜΑΤΙΣΜΟΥ — [1135, 481, 1331, 494]
notice-roles: Ὁ πρόεδρος Ὁ Γεν. Γραμματεὺς — [671, 747, 851, 761]
clinic-address-note: (Παρὰ τοὺς Ἁγίους Θεοδώρους) — [916, 1357, 1078, 1369]
news-banner-area — [1122, 55, 1588, 170]
recipe-item: Poudre de marrons d' Inde — [416, 951, 559, 964]
recipe-qty: 10 — [620, 1009, 634, 1022]
ad-merchant: Σ. Γ. ΚΟΤΣΟΓΙΑΝΝΗΣ — [451, 1814, 599, 1829]
article-paragraph: Μεταχειρίσθε σαπούνι συγκείμενον ἀπὸ τὰ ἑξῆς: — [414, 917, 636, 945]
